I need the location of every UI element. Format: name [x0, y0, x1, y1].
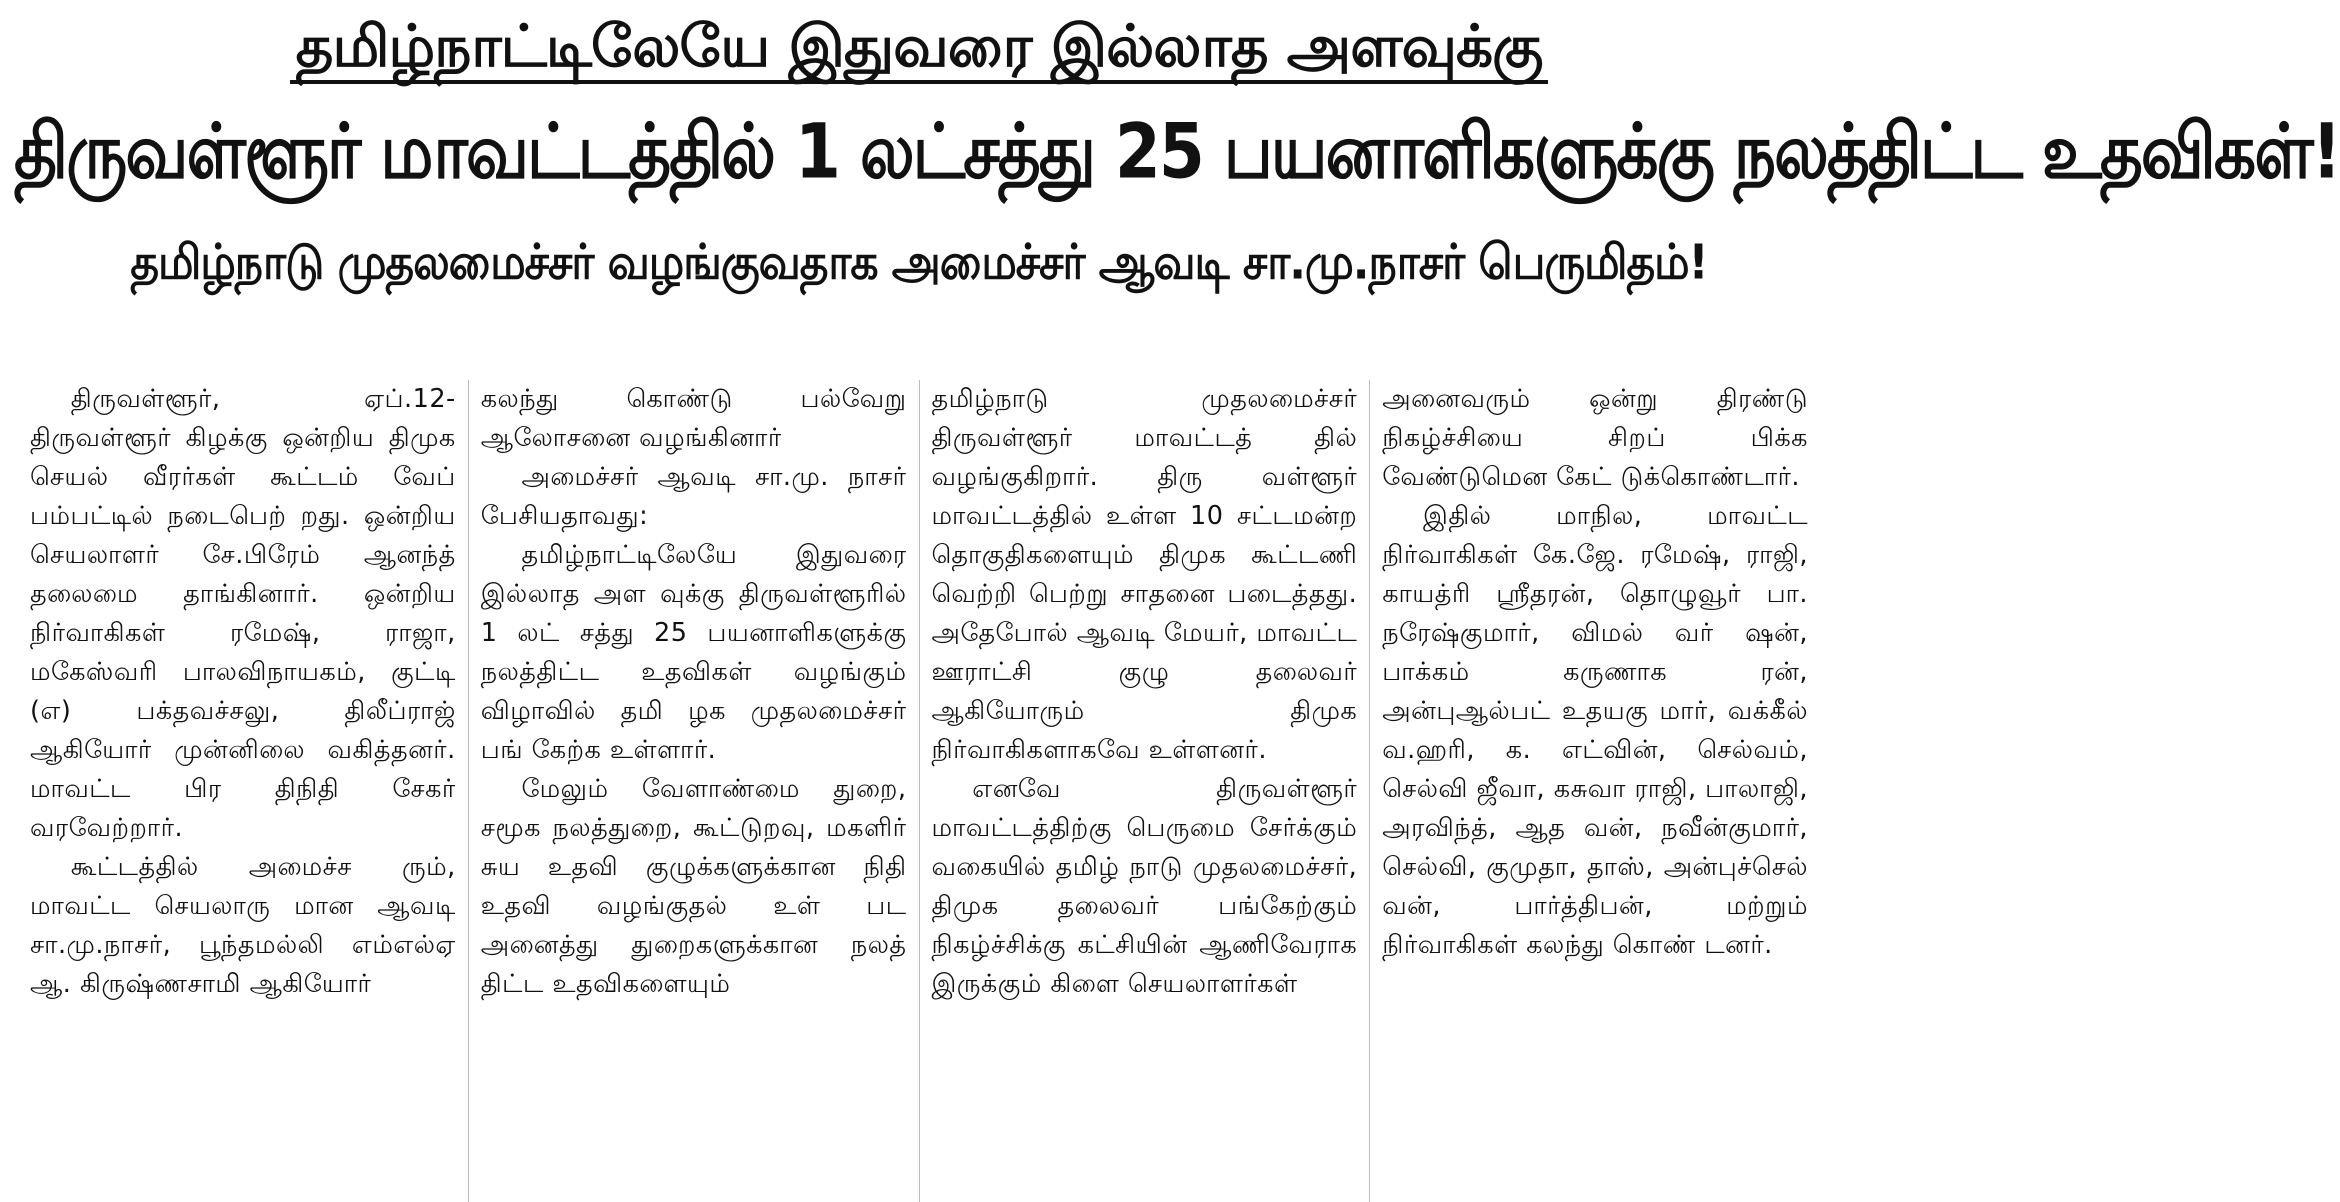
article-column-2 [468, 380, 919, 1202]
article-paragraph: மேலும் வேளாண்மை துறை, சமூக நலத்துறை, கூட்டுறவு, மகளிர் சுய உதவி குழுக்களுக்கான நிதி உதவி வழங்குதல் உள் பட அனைத்து துறைகளுக்கான நலத் திட்ட உதவிகளையும் [480, 774, 907, 999]
sub-headline: தமிழ்நாடு முதலமைச்சர் வழங்குவதாக அமைச்சர் ஆவடி சா.மு.நாசர் பெருமிதம்! [130, 234, 1708, 291]
main-headline: திருவள்ளூர் மாவட்டத்தில் 1 லட்சத்து 25 பயனாளிகளுக்கு நலத்திட்ட உதவிகள்! [14, 107, 2340, 196]
article-paragraph: இதில் மாநில, மாவட்ட நிர்வாகிகள் கே.ஜே. ரமேஷ், ராஜி, காயத்ரி ஸ்ரீதரன், தொழுவூர் பா. நரேஷ்குமார், விமல் வர் ஷன், பாக்கம் கருணாக ரன், அன்புஆல்பட் உதயகு மார், வக்கீல் வ.ஹரி, க. எட்வின், செல்வம், செல்வி ஜீவா, கசுவா ராஜி, பாலாஜி, அரவிந்த், ஆத வன், நவீன்குமார், செல்வி, குமுதா, தாஸ், அன்புச்செல் வன், பார்த்திபன், மற்றும் நிர்வாகிகள் கலந்து கொண் டனர். [1382, 501, 1808, 960]
article-paragraph: அமைச்சர் ஆவடி சா.மு. நாசர் பேசியதாவது: [480, 462, 907, 531]
article-paragraph: திருவள்ளூர், ஏப்.12- திருவள்ளூர் கிழக்கு ஒன்றிய திமுக செயல் வீரர்கள் கூட்டம் வேப் பம்பட்டில் நடைபெற் றது. ஒன்றிய செயலாளர் சே.பிரேம் ஆனந்த் தலைமை தாங்கினார். ஒன்றிய நிர்வாகிகள் ரமேஷ், ராஜா, மகேஸ்வரி பாலவிநாயகம், குட்டி (எ) பக்தவச்சலு, திலீப்ராஜ் ஆகியோர் முன்னிலை வகித்தனர். மாவட்ட பிர திநிதி சேகர் வரவேற்றார். [30, 384, 456, 843]
article-paragraph: தமிழ்நாட்டிலேயே இதுவரை இல்லாத அள வுக்கு திருவள்ளூரில் 1 லட் சத்து 25 பயனாளிகளுக்கு நலத்திட்ட உதவிகள் வழங்கும் விழாவில் தமி ழக முதலமைச்சர் பங் கேற்க உள்ளார். [480, 540, 907, 765]
article-column-4 [1369, 380, 1820, 1202]
kicker-headline [14, 0, 1824, 86]
article-paragraph: கூட்டத்தில் அமைச்ச ரும், மாவட்ட செயலாரு மான ஆவடி சா.மு.நாசர், பூந்தமல்லி எம்எல்ஏ ஆ. கிருஷ்ணசாமி ஆகியோர் [30, 852, 456, 999]
article-columns [18, 380, 1820, 1202]
article-column-1 [18, 380, 468, 1202]
kicker-headline-text: தமிழ்நாட்டிலேயே இதுவரை இல்லாத அளவுக்கு [290, 12, 1549, 84]
article-paragraph: தமிழ்நாடு முதலமைச்சர் திருவள்ளூர் மாவட்டத் தில் வழங்குகிறார். திரு வள்ளூர் மாவட்டத்தில் உள்ள 10 சட்டமன்ற தொகுதிகளையும் திமுக கூட்டணி வெற்றி பெற்று சாதனை படைத்தது. அதேபோல் ஆவடி மேயர், மாவட்ட ஊராட்சி குழு தலைவர் ஆகியோரும் திமுக நிர்வாகிகளாகவே உள்ளனர். [931, 384, 1358, 765]
article-column-3 [919, 380, 1370, 1202]
article-paragraph: எனவே திருவள்ளூர் மாவட்டத்திற்கு பெருமை சேர்க்கும் வகையில் தமிழ் நாடு முதலமைச்சர், திமுக தலைவர் பங்கேற்கும் நிகழ்ச்சிக்கு கட்சியின் ஆணிவேராக இருக்கும் கிளை செயலாளர்கள் [931, 774, 1358, 999]
article-paragraph: கலந்து கொண்டு பல்வேறு ஆலோசனை வழங்கினார் [480, 384, 907, 453]
article-paragraph: அனைவரும் ஒன்று திரண்டு நிகழ்ச்சியை சிறப் பிக்க வேண்டுமென கேட் டுக்கொண்டார். [1382, 384, 1808, 492]
